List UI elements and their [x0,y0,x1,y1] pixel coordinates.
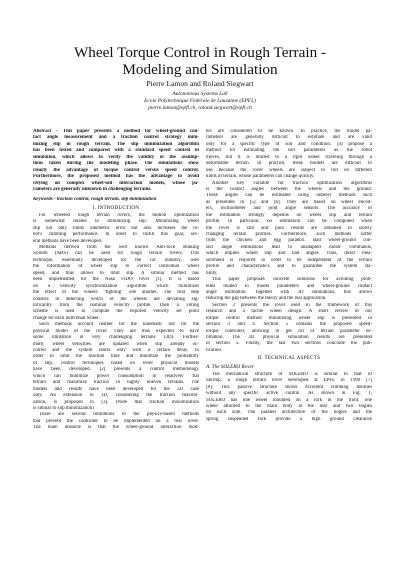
text-line: ers, inclinometer and joint angle sensors. The accuracy of [206,206,372,212]
text-line: on each side. The parallel architecture of the bogies and the [206,410,372,416]
affiliation-line: Autonomous Systems Lab [172,91,228,97]
text-line: that prevent the controller to be implemented on a real rover. [33,418,199,424]
text-line: the information of wheel slip to correct individual wheel [33,264,199,270]
text-line: Such methods account neither for the kinematic nor for the [39,322,199,328]
text-line: For wheeled rough terrain rovers, the motion optimization [39,212,199,218]
text-line: nificantly from the nominal velocity profile. Then a voting [33,302,199,308]
text-line: tact angle estimations lead to unadapted motor commands, [206,244,372,250]
text-line: Shrimp, a rough terrain rover developed at EPFL in 1999 [7] [206,378,372,384]
left-column [33,129,199,432]
text-line: These angles can be estimated using indirect methods such [206,193,372,199]
text-line: timation. The 3D physical simulation results are presented [206,335,372,340]
text-line: torque control method minimizing wheel slip is presented in [206,315,372,321]
text-line: rameters are generally unknown in challenging terrains. [33,186,152,192]
text-line: bot's climbing performance. In order to fulfill this goal, sev- [33,232,199,238]
text-line: models and results have been developed for the 2D case [33,386,199,392]
text-line: Section 2 presents the rover used in the framework of this [212,302,372,308]
text-line: spring suspended fork provide a high ground clearance [206,416,372,422]
text-line: surement is required in order to be independent of the terrain [206,257,372,263]
text-line: eral methods have been developed. [33,238,103,244]
text-line: method for estimating the soil parameters as the robot [206,148,372,154]
text-line: curred and the system reacts only with a certain delay. In [33,348,199,353]
text-line: of slip, control techniques based on rover physical models [33,360,199,366]
text-line: from the chicken and egg paradox. Bad wheel-ground con- [206,238,372,244]
text-line: Another key variable for traction optimization algorithms [212,180,372,186]
section-heading: II. TECHNICAL ASPECTS [257,355,321,362]
text-line: research and a tactile wheel design. A short review of our [206,309,372,315]
section-heading: I. INTRODUCTION [92,204,140,211]
affiliation [20,91,380,113]
text-line: some limitation in very challenging terrains (3D). Further- [33,335,199,341]
text-line: changing terrain profiles. Furthermore, such methods suffer [206,232,372,237]
text-line: lems related to model parameters and wheel-ground contact [206,283,372,289]
affiliation-line: pierre.lamon@epfl.ch, roland.siegwart@epfl.ch [148,105,252,112]
subsection-heading: A. The SOLERO Rover [206,364,254,371]
text-line: the effect of the wheels "fighting" one another. The first step [33,290,199,296]
text-line: torque controller, allowing to get rid of terrain parameter es- [206,328,372,334]
text-line: section 3 and 4. Section 5 contains the proposed speed- [206,322,372,328]
paper-title [20,44,380,78]
affiliation-line: Ecole Polytechnique Fédérale de Lausanne (EPFL) [144,98,256,105]
text-line: as presented in [5] and [6]. They are based on wheel encod- [206,199,372,205]
text-line: terrain and maximize traction in highly uneven terrains. The [33,380,199,386]
text-line: have been developed. [2] presents a control methodology [33,367,199,373]
text-line: speed, and thus allows to limit slip. A similar method has [33,270,199,276]
text-line: order to limit the reaction time and minimize the probability [33,354,199,360]
text-line: simulation, which allows to verify the validity of the assump- [33,154,199,160]
text-line: physical model of the rover. They are thus expected to have [33,328,199,334]
text-line: This paper proposes concrete solutions for avoiding prob- [212,277,372,283]
text-line: relying on complex wheel-soil interaction models, whose pa- [33,180,199,186]
text-line: consists in detecting which of the wheels are deviating sig- [33,296,199,302]
text-line: bility. [206,270,218,276]
title-line: Wheel Torque Control in Rough Terrain - [73,44,327,61]
text-line: [8]. This passive structure shows excellent climbing abilities [206,384,372,390]
text-line: slip not only limits odometric error but also increases the ro- [33,225,199,231]
text-line: profile. In particular, no estimation can be computed when [206,219,372,225]
title-line: Modeling and Simulation [122,61,278,78]
text-line: which can minimize power consumption in relatively flat [33,373,199,379]
text-line: There are several limitations to the physics-based methods [39,412,199,418]
text-line: The main obstacle is that the wheel-ground interaction mod- [33,425,199,431]
text-line: the estimation strongly depends on wheel slip and terrain [206,212,372,218]
text-line: zation, is proposed in [3]. (Note that traction maximization [33,399,199,405]
text-line: on a velocity synchronization algorithm which minimizes [33,283,199,289]
text-line: is the contact angles between the wheels and the ground. [206,186,372,192]
text-line: els are considered to be known. In practice, the model pa- [206,129,372,134]
text-line: without any specific active control. As shown in Fig. 1, [206,391,372,397]
text-line: moves, but it is limited to a rigid wheel traveling through a [206,154,372,160]
text-line: The mechanical structure of SOLERO is similar to that of [212,371,372,377]
text-line: the rover is still and poor results are obtained in slowly [206,225,372,231]
text-line: Abstract - This paper presents a method for wheel-ground con- [33,129,199,134]
text-line: clearly the advantage of torque control versus speed control. [33,167,199,173]
text-line: in section 5. Finally, the last two sections conclude the pub- [206,341,372,347]
text-line: Methods derived from the well known Anti-lock Braking [39,245,199,250]
text-line: Keywords - traction control, rough terrain, slip minimization [33,197,157,203]
text-line: rameters are generally difficult to estimate and are valid [206,135,372,141]
text-line: reducing the gap between the theory and the real application. [206,296,327,302]
text-line: is similar to slip minimization) [33,405,94,411]
text-line: lication. [206,347,223,353]
authors: Pierre Lamon and Roland Siegwart [146,79,254,88]
text-line: wheel attached to the main body at the rear and two bogies [206,404,372,409]
text-line: Furthermore, the proposed method has the advantage to avoid [33,174,199,180]
text-line: angle estimation. Together with 3D simulations, this allows [206,289,372,295]
text-line: mizing slip in rough terrain. The slip minimization algorithm [33,141,199,147]
text-line: scheme is used to compute the required velocity set point [33,309,199,315]
text-line: which implies wheel slip and bad angles. Thus, direct mea- [206,251,372,257]
text-line: been implemented for the Nasa FIDO rover [1]. It is based [33,277,199,283]
text-line: technique, essentially developed for the car industry, uses [33,257,199,263]
text-line: is somewhat related to minimizing slip. Minimizing wheel [33,219,199,225]
text-line: tions taken during the modeling phase. The simulations show [33,161,199,167]
text-line: deformable terrain. In practice, these models are difficult to [206,161,372,167]
text-line: change for each individual wheel. [33,315,100,321]
text-line: kinds of terrain, whose parameters can change quickly. [206,174,315,180]
text-line: System (ABS) can be used for rough terrain rovers. This [33,251,199,257]
text-line: only. An extension to 3D, considering the traction maximi- [33,393,199,399]
text-line: has been tested and compared with a standard speed control in [33,148,199,154]
text-line: tact angle measurement and a traction control strategy mini- [33,135,199,141]
text-line: more, wheel velocities are updated when slip already oc- [33,341,199,347]
text-line: profile and characteristics and to guarantee the system sta- [206,264,372,270]
text-line: use because the rover wheels are subject to roll on different [206,167,372,173]
text-line: only for a specific type of soil and condition. [4] propose a [206,141,372,147]
text-line: SOLERO has one wheel mounted on a fork in the front, one [206,397,372,403]
right-column [206,129,372,423]
